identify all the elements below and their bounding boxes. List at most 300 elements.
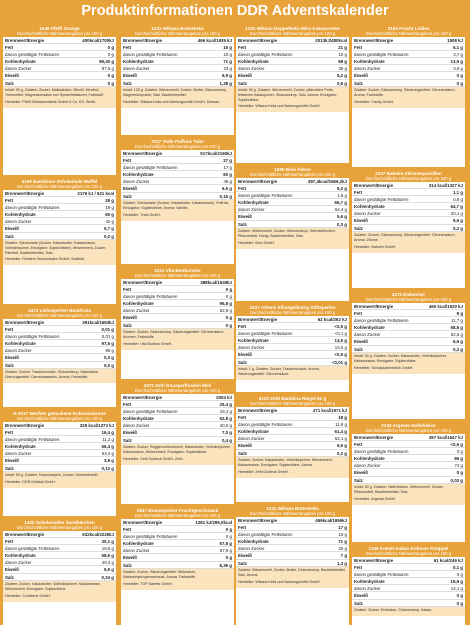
nutrient-value: 391kcal/1663kJ bbox=[82, 319, 114, 325]
nutrient-label: davon Zucker bbox=[5, 451, 32, 457]
nutrient-value: 5,1 g bbox=[452, 44, 463, 50]
nutrition-row bbox=[121, 44, 234, 51]
nutrient-label: davon Zucker bbox=[5, 348, 32, 354]
nutrient-label: Kohlenhydrate bbox=[123, 59, 154, 65]
nutrient-label: davon gesättigte Fettsäuren bbox=[123, 164, 178, 170]
nutrient-label: davon gesättigte Fettsäuren bbox=[238, 51, 293, 57]
nutrient-label: Brennwert/Energie bbox=[238, 517, 278, 523]
product-card bbox=[236, 166, 349, 301]
note-paragraph: Zutaten: Weizenmehl, Zucker, Glukosesirup, Getreideflocken, Pflanzenfett, Honig, Backtriebmittel, Salz. bbox=[238, 229, 336, 238]
nutrition-row bbox=[121, 150, 234, 157]
nutrient-label: Salz bbox=[238, 359, 247, 365]
nutrient-value: 460 kcal/1920 kJ bbox=[428, 303, 463, 309]
product-notes bbox=[352, 484, 465, 505]
nutrition-row bbox=[352, 455, 465, 462]
note-paragraph: Inhalt: 125 g. Zutaten: Weizenmehl, Zucker, Butter, Glukosesirup, Magermilchpulver, Salz, Backtriebmittel. bbox=[123, 88, 227, 97]
nutrient-label: davon gesättigte Fettsäuren bbox=[5, 436, 60, 442]
nutrient-label: Kohlenhydrate bbox=[5, 341, 36, 347]
nutrition-row bbox=[3, 538, 116, 545]
product-card bbox=[352, 170, 465, 288]
nutrition-row bbox=[3, 354, 116, 361]
nutrition-row bbox=[121, 178, 234, 185]
nutrient-value: 0 g bbox=[456, 80, 463, 86]
note-paragraph: Inhalt: 50 g. Zutaten: Kokosraspeln, Zucker, Hühnereiweiß. bbox=[5, 473, 99, 478]
product-card bbox=[352, 291, 465, 419]
product-card bbox=[352, 422, 465, 542]
nutrition-subtitle: Durchschnittliche Nährwertangaben pro 100 g bbox=[134, 387, 221, 393]
nutrition-subtitle: Durchschnittliche Nährwertangaben pro 100 g bbox=[16, 183, 103, 189]
product-header bbox=[121, 382, 234, 394]
nutrition-row bbox=[3, 333, 116, 340]
note-paragraph: Hersteller: Rotstern Schokoladen GmbH, Saalfeld. bbox=[5, 257, 86, 262]
nutrient-value: 517kcal/2160kJ bbox=[200, 150, 232, 156]
nutrient-label: davon Zucker bbox=[123, 66, 150, 72]
nutrient-value: 3,9 g bbox=[103, 458, 114, 464]
nutrient-value: 0,1 g bbox=[452, 564, 463, 570]
nutrient-value: <0,5 g bbox=[450, 441, 463, 447]
nutrient-value: 13,5 g bbox=[334, 345, 347, 351]
nutrition-row bbox=[3, 233, 116, 240]
nutrition-row bbox=[352, 324, 465, 331]
nutrient-value: 71 g bbox=[223, 59, 232, 65]
nutrition-row bbox=[121, 293, 234, 300]
product-header bbox=[236, 304, 349, 316]
product-card bbox=[121, 138, 234, 264]
nutrient-value: 0 g bbox=[456, 73, 463, 79]
nutrition-row bbox=[3, 450, 116, 457]
nutrient-value: 71 g bbox=[338, 539, 347, 545]
note-paragraph: Zutaten: Zucker, Erdnüsse, Glukosesirup, Kakao. bbox=[354, 608, 433, 613]
nutrition-row bbox=[121, 562, 234, 569]
product-header bbox=[236, 25, 349, 37]
nutrient-label: Fett bbox=[5, 429, 14, 435]
nutrient-label: davon Zucker bbox=[123, 423, 150, 429]
note-paragraph: Hersteller: Trafo GmbH. bbox=[123, 212, 161, 217]
nutrition-row bbox=[121, 51, 234, 58]
note-paragraph: Inhalt: 50 g. Zutaten: Zucker, Maltodextrin, Minzöl, Menthol, Trennmittel: Magnesiumsalze von Speisefettsäuren, Farbstoff. bbox=[5, 88, 104, 97]
nutrient-value: 61,4 g bbox=[334, 429, 347, 435]
product-notes bbox=[352, 232, 465, 253]
nutrient-label: Fett bbox=[5, 538, 14, 544]
nutrition-row bbox=[352, 189, 465, 196]
nutrient-label: Fett bbox=[123, 286, 132, 292]
nutrition-row bbox=[352, 331, 465, 338]
nutrient-label: Brennwert/Energie bbox=[123, 37, 163, 43]
nutrient-label: Salz bbox=[354, 80, 363, 86]
nutrient-value: 0,01 g bbox=[101, 333, 114, 339]
nutrient-value: 5,7 g bbox=[103, 226, 114, 232]
nutrient-value: 5,6 g bbox=[336, 443, 347, 449]
nutrient-value: 17 g bbox=[338, 524, 347, 530]
nutrient-value: 27 g bbox=[223, 157, 232, 163]
nutrient-value: 96 g bbox=[105, 348, 114, 354]
nutrient-label: Eiweiß bbox=[354, 73, 368, 79]
nutrition-row bbox=[3, 319, 116, 326]
nutrient-value: 97,5 g bbox=[101, 66, 114, 72]
nutrient-label: davon Zucker bbox=[123, 548, 150, 554]
nutrient-label: Fett bbox=[354, 441, 363, 447]
nutrition-subtitle: Durchschnittliche Nährwertangaben pro 100 g bbox=[134, 512, 221, 518]
note-paragraph: Hersteller: Zetti Goldeck GmbH, Zeitz. bbox=[123, 456, 184, 461]
nutrient-label: davon Zucker bbox=[238, 66, 265, 72]
nutrient-value: 56,4 g bbox=[101, 444, 114, 450]
nutrient-label: Brennwert/Energie bbox=[123, 150, 163, 156]
nutrient-label: davon gesättigte Fettsäuren bbox=[123, 51, 178, 57]
nutrient-label: Kohlenhydrate bbox=[354, 456, 385, 462]
nutrient-label: Kohlenhydrate bbox=[238, 429, 269, 435]
nutrient-value: 74 g bbox=[454, 463, 463, 469]
nutrient-label: davon gesättigte Fettsäuren bbox=[238, 192, 293, 198]
nutrient-label: Fett bbox=[238, 414, 247, 420]
nutrient-label: Fett bbox=[238, 524, 247, 530]
nutrient-label: Salz bbox=[5, 574, 14, 580]
nutrient-value: 0 g bbox=[107, 73, 114, 79]
nutrient-value: 2013kJ/480kcal bbox=[315, 37, 347, 43]
nutrition-subtitle: Durchschnittliche Nährwertangaben pro 100 g bbox=[16, 524, 103, 530]
nutrient-label: davon Zucker bbox=[123, 308, 150, 314]
product-header bbox=[121, 138, 234, 150]
product-notes bbox=[121, 569, 234, 590]
note-paragraph: Hersteller: Confiserie GmbH. bbox=[5, 593, 51, 598]
nutrition-row bbox=[236, 560, 349, 567]
nutrient-label: Fett bbox=[123, 44, 132, 50]
nutrition-subtitle: Durchschnittliche Nährwertangaben pro 100 g bbox=[365, 30, 452, 36]
nutrient-label: davon Zucker bbox=[5, 560, 32, 566]
nutrient-value: 0 g bbox=[225, 526, 232, 532]
nutrient-value: 8 g bbox=[456, 310, 463, 316]
nutrient-label: Eiweiß bbox=[5, 226, 19, 232]
nutrient-value: 66,7 g bbox=[334, 200, 347, 206]
nutrition-row bbox=[3, 465, 116, 472]
nutrient-value: 466 kcal/1935 kJ bbox=[197, 37, 232, 43]
nutrition-row bbox=[236, 58, 349, 65]
nutrient-value: 11,9 g bbox=[335, 421, 347, 427]
nutrition-row bbox=[236, 72, 349, 79]
nutrient-label: davon Zucker bbox=[354, 332, 381, 338]
nutrient-label: Brennwert/Energie bbox=[5, 37, 45, 43]
nutrition-row bbox=[352, 58, 465, 65]
product-header bbox=[352, 545, 465, 557]
nutrient-label: davon gesättigte Fettsäuren bbox=[238, 330, 293, 336]
nutrient-value: 0,0 g bbox=[103, 362, 114, 368]
nutrient-label: davon gesättigte Fettsäuren bbox=[354, 317, 409, 323]
nutrient-value: 0,2 g bbox=[103, 233, 114, 239]
nutrient-label: Eiweiß bbox=[238, 352, 252, 358]
product-header bbox=[236, 395, 349, 407]
nutrient-label: Eiweiß bbox=[123, 186, 137, 192]
nutrient-label: Brennwert/Energie bbox=[354, 557, 394, 563]
product-header bbox=[3, 410, 116, 422]
nutrient-value: 6,6 g bbox=[452, 339, 463, 345]
nutrient-value: 13,5 g bbox=[334, 338, 347, 344]
nutrition-subtitle: Durchschnittliche Nährwertangaben pro 100 g bbox=[365, 427, 452, 433]
nutrient-value: 20,1 g bbox=[450, 211, 463, 217]
nutrient-value: 0 g bbox=[107, 44, 114, 50]
nutrition-row bbox=[121, 422, 234, 429]
nutrition-row bbox=[236, 206, 349, 213]
nutrient-label: Brennwert/Energie bbox=[354, 303, 394, 309]
product-card bbox=[352, 25, 465, 167]
product-card bbox=[3, 519, 116, 625]
nutrient-label: Brennwert/Energie bbox=[123, 394, 163, 400]
nutrient-label: davon gesättigte Fettsäuren bbox=[5, 204, 60, 210]
nutrition-row bbox=[121, 415, 234, 422]
nutrition-row bbox=[236, 359, 349, 366]
nutrient-value: 2004 kJ bbox=[216, 394, 232, 400]
nutrient-label: davon gesättigte Fettsäuren bbox=[123, 533, 178, 539]
nutrition-row bbox=[236, 421, 349, 428]
note-paragraph: Hersteller: Zetti Goldeck GmbH. bbox=[238, 469, 289, 474]
nutrient-value: 60 g bbox=[105, 212, 114, 218]
note-paragraph: Zutaten: Schokolade (Zucker, Kakaobutter, Kakaomasse), Puffreis, Emulgator: Sojalecithine, Aroma: Vanillin. bbox=[123, 201, 230, 210]
nutrition-row bbox=[236, 524, 349, 531]
nutrient-label: Salz bbox=[354, 477, 363, 483]
nutrition-row bbox=[121, 300, 234, 307]
nutrition-row bbox=[3, 347, 116, 354]
nutrient-label: Fett bbox=[5, 326, 14, 332]
nutrient-label: Salz bbox=[5, 233, 14, 239]
product-header bbox=[352, 422, 465, 434]
nutrient-label: Eiweiß bbox=[123, 555, 137, 561]
nutrition-row bbox=[352, 80, 465, 87]
product-name: 1095 Bino Kekse bbox=[274, 166, 311, 172]
nutrition-row bbox=[121, 72, 234, 79]
nutrient-value: 0 g bbox=[107, 80, 114, 86]
nutrition-subtitle: Durchschnittliche Nährwertangaben pro 100 g bbox=[16, 415, 103, 421]
nutrient-value: 16,4 g bbox=[101, 429, 114, 435]
note-paragraph: Zutaten: Zucker, Kakaobutter, Vollmilchpulver, Kakaomasse, Weizenmehl, Emulgator: Sojalecithine. bbox=[5, 582, 101, 591]
nutrient-label: Brennwert/Energie bbox=[5, 531, 45, 537]
nutrition-row bbox=[352, 592, 465, 599]
product-card bbox=[236, 304, 349, 392]
nutrient-label: davon Zucker bbox=[238, 345, 265, 351]
product-name: 3273 Eisbecher bbox=[391, 291, 426, 297]
nutrition-row bbox=[236, 80, 349, 87]
nutrient-label: davon gesättigte Fettsäuren bbox=[238, 421, 293, 427]
nutrition-row bbox=[236, 414, 349, 421]
nutrient-label: Brennwert/Energie bbox=[354, 182, 394, 188]
product-header bbox=[352, 25, 465, 37]
nutrition-row bbox=[352, 346, 465, 353]
product-notes bbox=[3, 581, 116, 602]
nutrient-value: 400kcal/1700kJ bbox=[82, 37, 114, 43]
nutrient-label: davon gesättigte Fettsäuren bbox=[354, 51, 409, 57]
nutrition-row bbox=[236, 351, 349, 358]
nutrient-label: Kohlenhydrate bbox=[123, 541, 154, 547]
nutrient-value: 11,7 g bbox=[451, 317, 463, 323]
nutrient-value: 7 g bbox=[340, 553, 347, 559]
nutrient-value: 95,8 g bbox=[219, 301, 232, 307]
product-notes bbox=[121, 329, 234, 350]
nutrition-subtitle: Durchschnittliche Nährwertangaben pro 100 g bbox=[134, 30, 221, 36]
nutrition-row bbox=[121, 547, 234, 554]
nutrient-value: 62,9 g bbox=[219, 308, 232, 314]
nutrition-row bbox=[352, 578, 465, 585]
nutrition-row bbox=[236, 316, 349, 323]
product-name: 1046 Pfeffi Orange bbox=[39, 25, 80, 31]
nutrient-label: davon Zucker bbox=[354, 211, 381, 217]
nutrient-label: Fett bbox=[354, 44, 363, 50]
product-name: 2437 Athene Elbsegelboing Stiftsperlen bbox=[249, 304, 336, 310]
page-title: Produktinformationen DDR Adventskalender bbox=[81, 3, 389, 19]
product-name: 2164 Frucht Lollies bbox=[387, 25, 430, 31]
product-notes bbox=[3, 369, 116, 383]
nutrient-value: 0,8 g bbox=[453, 196, 463, 202]
product-notes bbox=[352, 353, 465, 374]
nutrient-value: 18 g bbox=[338, 414, 347, 420]
nutrient-label: Kohlenhydrate bbox=[123, 416, 154, 422]
note-paragraph: Hersteller: DDR Gebäck GmbH. bbox=[5, 479, 56, 484]
nutrition-row bbox=[121, 314, 234, 321]
nutrient-value: 3,7 g bbox=[453, 51, 463, 57]
nutrition-row bbox=[121, 408, 234, 415]
nutrition-row bbox=[3, 225, 116, 232]
nutrient-value: 1,38 g bbox=[219, 80, 232, 86]
nutrient-label: Eiweiß bbox=[123, 430, 137, 436]
nutrition-row bbox=[3, 362, 116, 369]
nutrient-value: 1,3 g bbox=[336, 560, 347, 566]
nutrition-row bbox=[352, 564, 465, 571]
product-card bbox=[3, 307, 116, 407]
note-paragraph: Hersteller: Bino GmbH. bbox=[238, 240, 275, 245]
nutrition-row bbox=[352, 196, 465, 203]
nutrient-label: Fett bbox=[354, 310, 363, 316]
product-notes bbox=[121, 444, 234, 465]
nutrition-row bbox=[3, 559, 116, 566]
note-paragraph: Hersteller: Bahnen GmbH. bbox=[354, 244, 397, 249]
nutrient-label: Eiweiß bbox=[238, 73, 252, 79]
nutrient-value: 0,01 g bbox=[101, 326, 114, 332]
nutrition-row bbox=[352, 303, 465, 310]
product-notes bbox=[236, 87, 349, 112]
product-notes bbox=[3, 472, 116, 488]
nutrition-row bbox=[121, 37, 234, 44]
nutrition-row bbox=[352, 182, 465, 189]
nutrient-label: Salz bbox=[123, 322, 132, 328]
nutrition-subtitle: Durchschnittliche Nährwertangaben pro 100 g bbox=[249, 400, 336, 406]
product-name: 2241 Vita Bonbonmix bbox=[154, 267, 201, 273]
nutrient-label: Fett bbox=[123, 157, 132, 163]
nutrient-label: Eiweiß bbox=[5, 458, 19, 464]
nutrition-row bbox=[3, 37, 116, 44]
nutrient-value: 19 g bbox=[105, 204, 114, 210]
nutrient-label: davon Zucker bbox=[354, 586, 381, 592]
nutrient-label: Eiweiß bbox=[5, 73, 19, 79]
nutrient-value: 0 g bbox=[107, 51, 114, 57]
nutrient-value: 23 g bbox=[223, 66, 232, 72]
nutrient-label: Kohlenhydrate bbox=[354, 579, 385, 585]
product-notes bbox=[236, 567, 349, 588]
nutrition-subtitle: Durchschnittliche Nährwertangaben pro 100 g bbox=[365, 175, 452, 181]
nutrient-value: <0,5 g bbox=[334, 352, 347, 358]
nutrient-label: davon gesättigte Fettsäuren bbox=[5, 333, 60, 339]
nutrition-row bbox=[121, 394, 234, 401]
nutrition-row bbox=[3, 326, 116, 333]
nutrient-value: 0 g bbox=[225, 555, 232, 561]
nutrition-row bbox=[236, 185, 349, 192]
nutrient-value: 49,4 g bbox=[101, 560, 114, 566]
product-name: 2247 Bahnen Zitronenpastillen bbox=[375, 170, 442, 176]
nutrient-value: 98,40 g bbox=[99, 59, 114, 65]
nutrient-value: 25 g bbox=[338, 546, 347, 552]
product-name: 3472 Zetti Knusperflocken Mini bbox=[143, 382, 212, 388]
nutrition-row bbox=[352, 441, 465, 448]
nutrition-row bbox=[352, 72, 465, 79]
nutrient-label: Kohlenhydrate bbox=[5, 212, 36, 218]
nutrient-value: 0,15 g bbox=[219, 193, 232, 199]
nutrition-row bbox=[3, 190, 116, 197]
nutrient-value: 0,2 g bbox=[336, 450, 347, 456]
nutrient-value: <0,01 g bbox=[331, 359, 347, 365]
nutrition-row bbox=[236, 330, 349, 337]
nutrient-value: 11,2 g bbox=[102, 436, 114, 442]
product-name: 7027 Trafo Puffreis Taler bbox=[150, 138, 205, 144]
nutrition-row bbox=[236, 407, 349, 414]
nutrition-row bbox=[3, 574, 116, 581]
nutrient-label: Eiweiß bbox=[238, 553, 252, 559]
product-card bbox=[352, 545, 465, 625]
nutrition-row bbox=[3, 44, 116, 51]
product-name: H-2017 Würfels gebackene Kokosmakrone bbox=[13, 410, 106, 416]
nutrient-value: 0 g bbox=[456, 448, 463, 454]
product-name: 2647 Brausepulver Fruchtgeschmack bbox=[136, 507, 219, 513]
nutrient-value: 61 kcal/246 kJ bbox=[433, 557, 463, 563]
nutrition-row bbox=[3, 65, 116, 72]
product-header bbox=[236, 505, 349, 517]
nutrient-label: Brennwert/Energie bbox=[238, 37, 278, 43]
nutrient-label: davon Zucker bbox=[238, 436, 265, 442]
nutrient-value: 30,1 g bbox=[101, 538, 114, 544]
nutrient-label: Brennwert/Energie bbox=[123, 519, 163, 525]
nutrition-row bbox=[121, 401, 234, 408]
nutrition-subtitle: Durchschnittliche Nährwertangaben pro 100 g bbox=[365, 550, 452, 556]
nutrition-row bbox=[3, 58, 116, 65]
nutrient-value: 62 kcal/262 kJ bbox=[317, 316, 347, 322]
nutrient-label: Salz bbox=[354, 346, 363, 352]
nutrient-value: 314 kcal/1327 kJ bbox=[428, 182, 463, 188]
nutrient-value: 52,5 g bbox=[450, 332, 463, 338]
nutrient-value: 57,8 g bbox=[219, 548, 232, 554]
nutrition-row bbox=[121, 437, 234, 444]
product-name: 2143 Argenta Haferkekse bbox=[381, 422, 436, 428]
nutrition-row bbox=[3, 340, 116, 347]
product-name: 1230 Wikana Doppelkeks Minz Kakaocreme bbox=[245, 25, 340, 31]
nutrition-row bbox=[3, 552, 116, 559]
note-paragraph: Hersteller: Schokoladenfabrik GmbH. bbox=[354, 365, 414, 370]
nutrient-value: 10 g bbox=[223, 51, 232, 57]
nutrient-label: davon Zucker bbox=[354, 66, 381, 72]
nutrient-value: 58,8 g bbox=[450, 325, 463, 331]
nutrition-row bbox=[121, 322, 234, 329]
nutrient-label: davon gesättigte Fettsäuren bbox=[123, 293, 178, 299]
nutrient-value: 97,6 g bbox=[101, 341, 114, 347]
nutrition-row bbox=[3, 72, 116, 79]
product-notes bbox=[352, 87, 465, 108]
nutrient-value: 29 g bbox=[105, 197, 114, 203]
nutrient-value: 397,4kcal/1669,2kJ bbox=[307, 178, 347, 184]
nutrient-label: Fett bbox=[354, 189, 363, 195]
note-paragraph: Zutaten: Zucker, Traubenzucker, Glukosesirup, Maisstärke, Überzugsmittel: Carnaubawachs, Aroma, Farbstoffe. bbox=[5, 370, 99, 379]
nutrient-value: 9,3 g bbox=[336, 185, 347, 191]
nutrient-value: 3,9 g bbox=[453, 66, 463, 72]
nutrition-subtitle: Durchschnittliche Nährwertangaben pro 100 g bbox=[134, 272, 221, 278]
product-card bbox=[121, 382, 234, 504]
nutrition-row bbox=[121, 554, 234, 561]
nutrient-value: 5,6 g bbox=[336, 214, 347, 220]
nutrition-row bbox=[3, 211, 116, 218]
nutrient-value: 6,5 g bbox=[221, 186, 232, 192]
nutrient-value: 15,9 g bbox=[450, 579, 463, 585]
